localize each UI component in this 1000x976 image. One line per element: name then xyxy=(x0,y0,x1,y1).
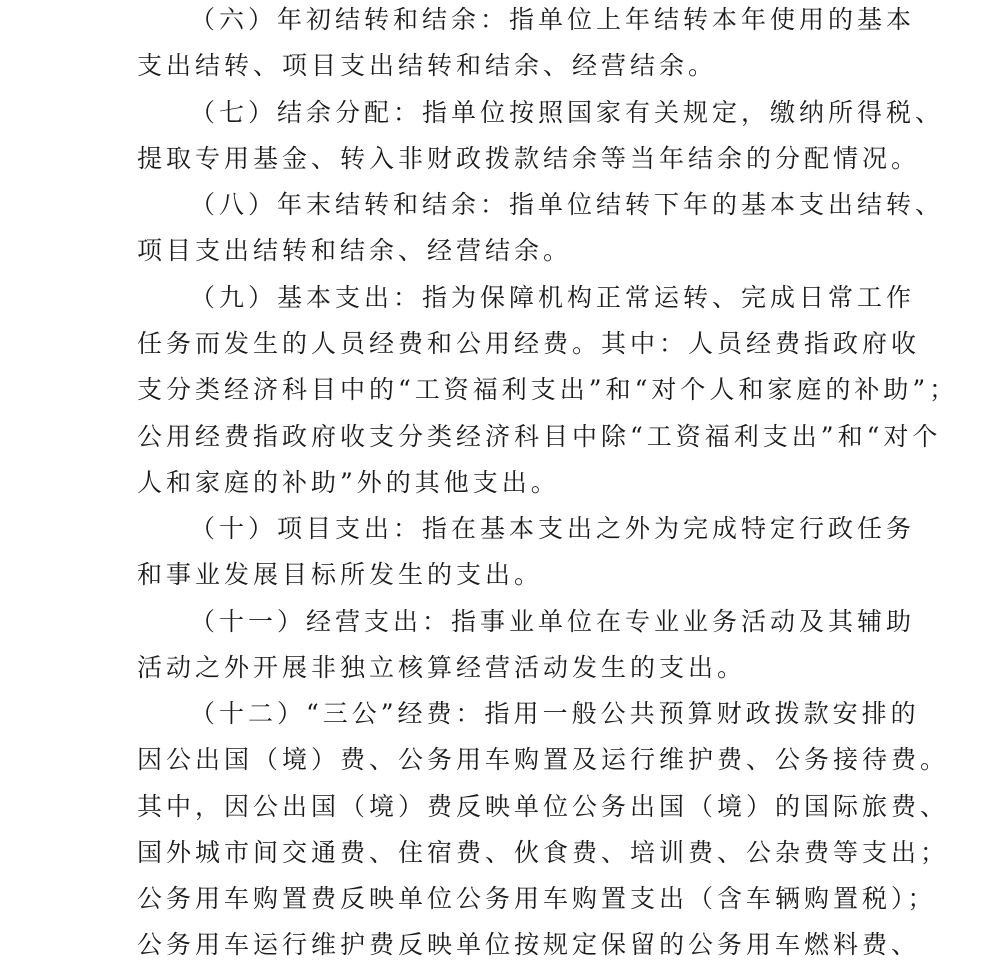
text-line: 因公出国（境）费、公务用车购置及运行维护费、公务接待费。 xyxy=(137,745,950,774)
text-line: 公用经费指政府收支分类经济科目中除“工资福利支出”和“对个 xyxy=(137,422,942,451)
text-line: （九）基本支出：指为保障机构正常运转、完成日常工作 xyxy=(190,283,916,312)
text-line: 任务而发生的人员经费和公用经费。其中：人员经费指政府收 xyxy=(137,329,921,358)
text-line: （八）年末结转和结余：指单位结转下年的基本支出结转、 xyxy=(190,190,945,219)
text-line: 人和家庭的补助”外的其他支出。 xyxy=(137,468,560,497)
text-line: 国外城市间交通费、住宿费、伙食费、培训费、公杂费等支出； xyxy=(137,838,950,867)
text-line: （七）结余分配：指单位按照国家有关规定，缴纳所得税、 xyxy=(190,98,945,127)
text-line: 活动之外开展非独立核算经营活动发生的支出。 xyxy=(137,653,747,682)
text-line: （六）年初结转和结余：指单位上年结转本年使用的基本 xyxy=(190,5,916,34)
text-line: （十）项目支出：指在基本支出之外为完成特定行政任务 xyxy=(190,514,916,543)
text-line: 支分类经济科目中的“工资福利支出”和“对个人和家庭的补助”； xyxy=(137,375,959,404)
text-line: （十二）“三公”经费：指用一般公共预算财政拨款安排的 xyxy=(190,699,920,728)
text-line: 公务用车购置费反映单位公务用车购置支出（含车辆购置税）； xyxy=(137,884,937,913)
text-line: 项目支出结转和结余、经营结余。 xyxy=(137,236,573,265)
text-line: 提取专用基金、转入非财政拨款结余等当年结余的分配情况。 xyxy=(137,144,921,173)
text-line: 支出结转、项目支出结转和结余、经营结余。 xyxy=(137,51,718,80)
text-line: 和事业发展目标所发生的支出。 xyxy=(137,560,544,589)
text-line: 其中，因公出国（境）费反映单位公务出国（境）的国际旅费、 xyxy=(137,792,950,821)
text-line: 公务用车运行维护费反映单位按规定保留的公务用车燃料费、 xyxy=(137,930,921,959)
text-line: （十一）经营支出：指事业单位在专业业务活动及其辅助 xyxy=(190,607,916,636)
